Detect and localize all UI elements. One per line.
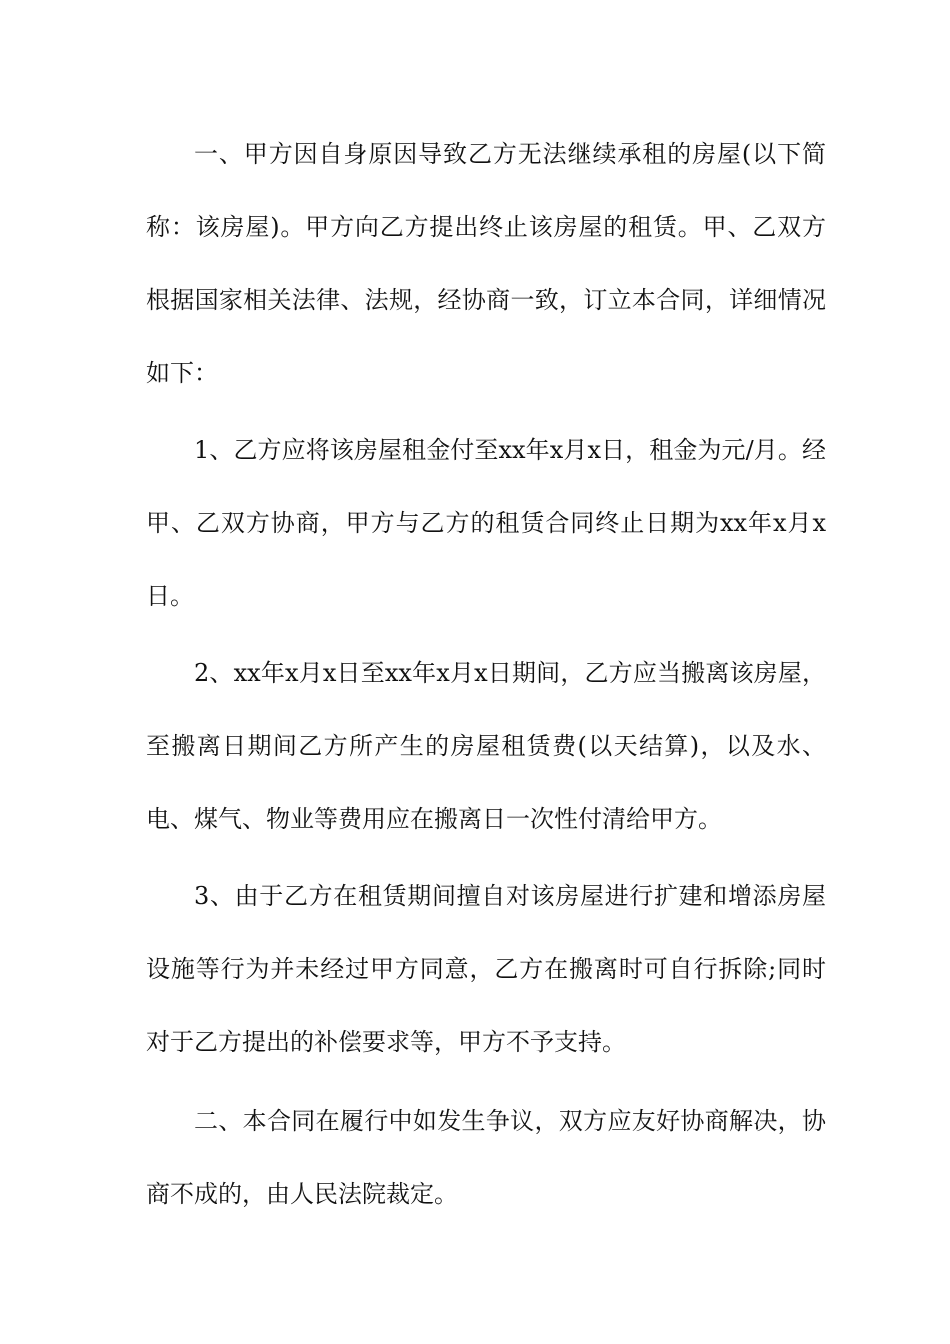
paragraph-termination-intro: 一、甲方因自身原因导致乙方无法继续承租的房屋(以下简称：该房屋)。甲方向乙方提出终止该房屋的租赁。甲、乙双方根据国家相关法律、法规，经协商一致，订立本合同，详细情况如下：	[146, 140, 826, 387]
paragraph-clause-2-move-out: 2、xx年x月x日至xx年x月x日期间，乙方应当搬离该房屋，至搬离日期间乙方所产生的房屋租赁费(以天结算)，以及水、电、煤气、物业等费用应在搬离日一次性付清给甲方。	[146, 659, 826, 833]
paragraph-clause-3-alterations: 3、由于乙方在租赁期间擅自对该房屋进行扩建和增添房屋设施等行为并未经过甲方同意，乙方在搬离时可自行拆除;同时对于乙方提出的补偿要求等，甲方不予支持。	[146, 882, 826, 1056]
paragraph-clause-1-rent-payment: 1、乙方应将该房屋租金付至xx年x月x日，租金为元/月。经甲、乙双方协商，甲方与乙方的租赁合同终止日期为xx年x月x日。	[146, 436, 826, 610]
paragraph-dispute-resolution: 二、本合同在履行中如发生争议，双方应友好协商解决，协商不成的，由人民法院裁定。	[146, 1107, 826, 1208]
